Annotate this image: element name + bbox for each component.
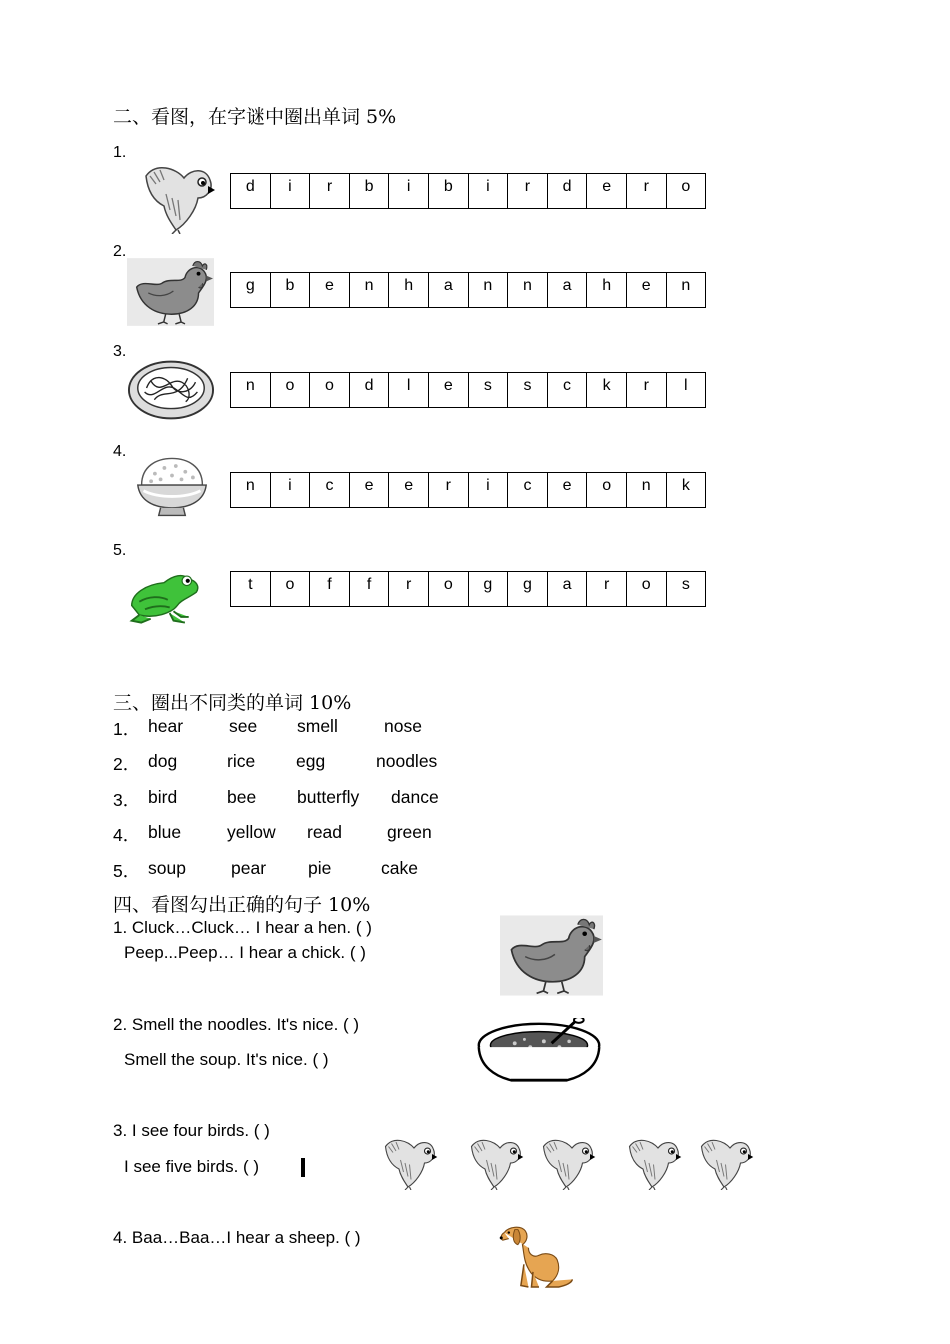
word-option[interactable]: see [229,716,258,736]
word-option[interactable]: cake [381,858,418,878]
bird-icon [532,1130,600,1190]
letter-cell[interactable]: n [349,273,389,308]
puzzle-number: 2. [113,243,127,260]
letter-grid-5[interactable] [230,571,706,607]
sentence-option[interactable]: Peep...Peep… I hear a chick. ( ) [124,943,366,962]
letter-cell[interactable]: o [270,373,310,408]
letter-cell[interactable]: e [547,473,587,508]
word-option[interactable]: bee [227,787,257,807]
letter-cell[interactable]: n [626,473,666,508]
bird-icon [460,1130,528,1190]
row-number: 1． [113,719,141,739]
letter-cell[interactable]: c [310,473,350,508]
puzzle-number: 3. [113,343,127,360]
letter-cell[interactable]: n [468,273,508,308]
sentence-option[interactable]: Smell the soup. It's nice. ( ) [124,1050,329,1069]
letter-cell[interactable]: b [428,174,468,209]
section2-heading: 二、看图，在字谜中圈出单词 5% [113,106,397,128]
letter-cell[interactable]: f [310,572,350,607]
puzzle-number: 4. [113,443,127,460]
letter-cell[interactable]: g [231,273,271,308]
word-option[interactable]: green [387,822,432,842]
letter-cell[interactable]: r [389,572,429,607]
letter-cell[interactable]: o [666,174,706,209]
letter-cell[interactable]: s [508,373,548,408]
letter-grid-2[interactable] [230,272,706,308]
word-option[interactable]: dog [148,751,178,771]
letter-cell[interactable]: i [270,473,310,508]
row-number: 5． [113,861,141,881]
bird-icon [618,1130,686,1190]
hen-icon [127,256,214,328]
word-option[interactable]: blue [148,822,182,842]
hen-icon [500,915,603,996]
letter-grid-3[interactable] [230,372,706,408]
section3-heading: 三、圈出不同类的单词 10% [113,692,352,714]
letter-cell[interactable]: o [428,572,468,607]
letter-cell[interactable]: t [231,572,271,607]
word-option[interactable]: pear [231,858,267,878]
noodles-icon [127,358,215,422]
word-option[interactable]: pie [308,858,332,878]
puzzle-number: 1. [113,144,127,161]
sentence-option[interactable]: 1. Cluck…Cluck… I hear a hen. ( ) [113,918,372,937]
word-option[interactable]: dance [391,787,439,807]
letter-cell[interactable]: l [389,373,429,408]
letter-cell[interactable]: r [428,473,468,508]
word-option[interactable]: smell [297,716,338,736]
word-option[interactable]: yellow [227,822,276,842]
bird-icon [374,1130,442,1190]
letter-cell[interactable]: r [508,174,548,209]
letter-cell[interactable]: c [508,473,548,508]
letter-cell[interactable]: e [310,273,350,308]
letter-cell[interactable]: o [310,373,350,408]
letter-cell[interactable]: h [587,273,627,308]
sentence-option[interactable]: I see five birds. ( ) [124,1157,260,1176]
sentence-option[interactable]: 3. I see four birds. ( ) [113,1121,270,1140]
bird-icon [690,1130,758,1190]
letter-cell[interactable]: h [389,273,429,308]
letter-cell[interactable]: g [468,572,508,607]
letter-cell[interactable]: e [587,174,627,209]
letter-cell[interactable]: o [270,572,310,607]
letter-cell[interactable]: s [666,572,706,607]
row-number: 3． [113,790,141,810]
letter-cell[interactable]: e [428,373,468,408]
letter-cell[interactable]: r [310,174,350,209]
sentence-option[interactable]: 4. Baa…Baa…I hear a sheep. ( ) [113,1228,361,1247]
letter-cell[interactable]: i [468,174,508,209]
letter-cell[interactable]: r [626,373,666,408]
letter-grid-4[interactable] [230,472,706,508]
letter-cell[interactable]: n [231,473,271,508]
text-cursor [301,1158,305,1177]
letter-cell[interactable]: d [349,373,389,408]
letter-cell[interactable]: e [349,473,389,508]
letter-cell[interactable]: n [231,373,271,408]
letter-cell[interactable]: a [547,572,587,607]
letter-cell[interactable]: e [626,273,666,308]
word-option[interactable]: bird [148,787,178,807]
letter-cell[interactable]: f [349,572,389,607]
letter-cell[interactable]: n [508,273,548,308]
frog-icon [126,566,202,626]
letter-cell[interactable]: o [587,473,627,508]
row-number: 4． [113,825,141,845]
word-option[interactable]: read [307,822,343,842]
letter-cell[interactable]: e [389,473,429,508]
word-option[interactable]: rice [227,751,256,771]
puzzle-number: 5. [113,542,127,559]
letter-cell[interactable]: d [547,174,587,209]
word-option[interactable]: soup [148,858,186,878]
sentence-option[interactable]: 2. Smell the noodles. It's nice. ( ) [113,1015,360,1034]
letter-cell[interactable]: i [389,174,429,209]
letter-cell[interactable]: l [666,373,706,408]
letter-grid-1[interactable] [230,173,706,209]
letter-cell[interactable]: b [270,273,310,308]
letter-cell[interactable]: c [547,373,587,408]
letter-cell[interactable]: r [626,174,666,209]
row-number: 2． [113,754,141,774]
word-option[interactable]: noodles [376,751,438,771]
letter-cell[interactable]: a [547,273,587,308]
soup-bowl-icon [474,1018,604,1086]
letter-cell[interactable]: n [666,273,706,308]
letter-cell[interactable]: g [508,572,548,607]
rice-icon [134,452,210,520]
word-option[interactable]: butterfly [297,787,360,807]
letter-cell[interactable]: b [349,174,389,209]
word-option[interactable]: egg [296,751,326,771]
letter-cell[interactable]: d [231,174,271,209]
word-option[interactable]: hear [148,716,184,736]
letter-cell[interactable]: o [626,572,666,607]
letter-cell[interactable]: k [587,373,627,408]
bird-icon [132,154,220,234]
word-option[interactable]: nose [384,716,422,736]
letter-cell[interactable]: s [468,373,508,408]
letter-cell[interactable]: k [666,473,706,508]
dog-icon [486,1222,586,1290]
letter-cell[interactable]: r [587,572,627,607]
section4-heading: 四、看图勾出正确的句子 10% [113,894,371,916]
letter-cell[interactable]: i [468,473,508,508]
letter-cell[interactable]: i [270,174,310,209]
letter-cell[interactable]: a [428,273,468,308]
